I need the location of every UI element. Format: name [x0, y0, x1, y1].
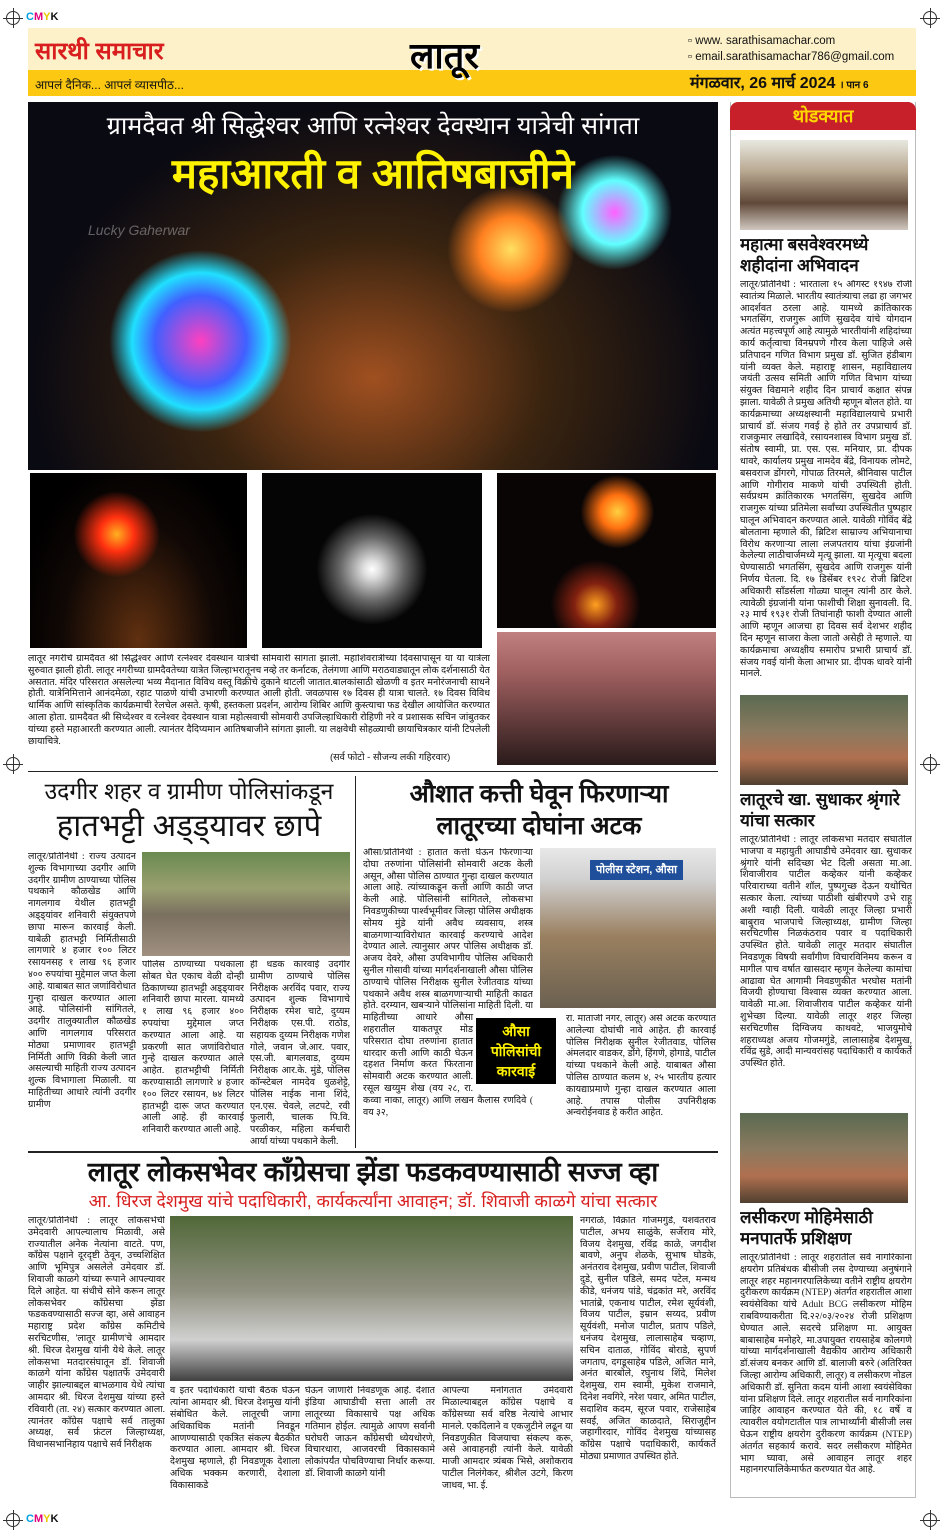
lead-kicker: ग्रामदैवत श्री सिद्धेश्वर आणि रत्नेश्वर देवस्थान यात्रेची सांगता	[106, 112, 640, 140]
fireworks-photo-3	[497, 473, 716, 628]
cmyk-label: CMYK	[26, 11, 59, 23]
maha-aarti-photo	[497, 632, 716, 765]
brief-headline-1: महात्मा बसवेश्वरमध्ये शहीदांना अभिवादन	[740, 235, 869, 275]
ausa-police-station-photo	[540, 848, 716, 1008]
udgir-raid-photo	[142, 852, 350, 956]
udgir-body-col3: ही धडक कारवाई उदगीर ग्रामीण ठाण्याचे पोलिस निरीक्षक अरविंद पवार, राज्य उत्पादन शुल्क विभागाचे निरीक्षक रमेश चाटे, दुय्यम निरीक्षक एस.पी. राठोड, सहायक दुय्यम निरीक्षक गणेश गोले, जवान जे.आर. पवार, एस.जी. बागलवाड, दुय्यम निरीक्षक आर.के. मुंडे, पोलिस कॉन्स्टेबल नामदेव धुळशेट्टे, पोलिस नाईक नाना शिंदे, एन.एस. चेवले, लटपटे, रवी फुलारी, चालक पि.वि. परळीकर, महिला कर्मचारी आर्या यांच्या पथकाने केली.	[250, 960, 350, 1147]
brief-story-2	[740, 690, 912, 1108]
congress-body-col1: लातूर/प्रतिनिधी : लातूर लोकसभेची उमेदवारी आपल्यालाच मिळावी, असे राज्यातील अनेक नेत्यांना वाटते. पण, काँग्रेस पक्षाने दूरदृष्टी ठेवून, उच्चशिक्षित आणि भूमिपुत्र असलेले उमेदवार डॉ. शिवाजी काळगे यांच्या रूपाने आपल्यावर दिले आहेत. या संधीचे सोने करून लातूर लोकसभेवर काँग्रेसचा झेंडा फडकवण्यासाठी सज्ज व्हा, असे आवाहन महाराष्ट्र प्रदेश काँग्रेस कमिटीचे सरचिटणीस, 'लातूर ग्रामीण'चे आमदार श्री. धिरज देशमुख यांनी येथे केले. लातूर लोकसभा मतदारसंघातून डॉ. शिवाजी काळगे यांना काँग्रेस पक्षातर्फे उमेदवारी जाहीर झाल्याबद्दल बाभळगाव येथे त्यांचा आमदार श्री. धिरज देशमुख यांच्या हस्ते रविवारी (ता. २४) सत्कार करण्यात आला. त्यानंतर काँग्रेस पक्षाचे सर्व तालुका अध्यक्ष, सर्व फ्रंटल जिल्हाध्यक्ष, विधानसभानिहाय पक्षाचे सर्व निरीक्षक	[28, 1216, 165, 1451]
brand-logo: सारथी समाचार	[35, 38, 164, 65]
lead-body: लातूर नगरीचे ग्रामदैवत श्री सिद्धेश्वर आणि रत्नेश्वर देवस्थान यात्रेची सोमवारी सांगता झाली. महाशिवरात्रीच्या दिवसापासून या या यात्रेला सुरुवात झाली होती. लातूर नगरीच्या ग्रामदैवतेच्या यात्रेत जिल्हाभरातूनच नव्हे तर कर्नाटक, तेलंगणा आणि मराठवाड्यातून लोक दर्शनासाठी येत असतात. मंदिर परिसरात असलेल्या भव्य मैदानात विविध वस्तू विक्रीचे दुकाने थाटली जातात.बालकांसाठी खेळणी व इतर मनोरंजनाची साधने होती. यात्रेनिमित्ताने आनंदमेळा, रहाट पाळणे यांची उभारणी करण्यात आली होती. जवळपास १७ दिवस ही यात्रा चालते. १७ दिवस विविध धार्मिक आणि सांस्कृतिक कार्यक्रमाची रेलचेल असते. कृषी, हस्तकला प्रदर्शन, आरोग्य शिबिर आणि कुस्त्याचा फड देखील आयोजित करण्यात आला होता. ग्रामदैवत श्री सिध्देश्वर व रत्नेश्वर देवस्थान यात्रा महोत्सवाची सोमवारी उपजिल्हाधिकारी रोहिणी नरे व प्रशासक सचिन जांबुतकर यांच्या हस्ते महाआरती करण्यात आली. त्यानंतर दैदिप्यमान आतिषबाजीने सांगता झाली. या लक्षवेधी सोहळ्याची छायाचित्रकार यांनी टिपलेली छायाचित्रे.	[28, 654, 490, 747]
udgir-body-col2: पोलिस ठाण्याच्या पथकाला सोबत घेत एकाच वेळी दोन्ही ठिकाणच्या हातभट्टी अड्ड्यावर शनिवारी छापा मारला. यामध्ये १ लाख ९६ हजार ४०० रुपयांचा मुद्देमाल जप्त करण्यात आला आहे. या प्रकरणी सात जणांविरोधात गुन्हे दाखल करण्यात आले आहेत. हातभट्टीची निर्मिती करण्यासाठी लागणारे ४ हजार १०० लिटर रसायन, ७४ लिटर हातभट्टी दारू जप्त करण्यात आली आहे. ही कारवाई शनिवारी करण्यात आली आहे.	[142, 960, 244, 1136]
photo-credit: (सर्व फोटो - सौजन्य लकी गहिरवार)	[330, 752, 451, 763]
udgir-kicker: उदगीर शहर व ग्रामीण पोलिसांकडून	[44, 778, 334, 804]
ausa-content	[360, 848, 718, 1148]
brief-headline-3: लसीकरण मोहिमेसाठी मनपातर्फे प्रशिक्षण	[740, 1208, 873, 1248]
brief-body-3: लातूर/प्रतिनिधी : लातूर शहरातील सर्व नागरिकांना क्षयरोग प्रतिबंधक बीसीजी लस देण्याच्या अनुषंगाने लातूर शहर महानगरपालिकेच्या वतीने राष्ट्रीय क्षयरोग दुरीकरण कार्यक्रम (NTEP) अंतर्गत शहरातील आशा स्वयंसेविका यांचे Adult BCG लसीकरण मोहिम राबविण्याकरीता दि.२२/०३/२०२४ रोजी प्रशिक्षण घेण्यात आले. सदरचे प्रशिक्षण मा. आयुक्त बाबासाहेब मनोहरे, मा.उपायुक्त रायसाहेब कोलगणे यांच्या मार्गदर्शनाखाली वैद्यकीय आरोग्य अधिकारी डॉ.संजय बनकर आणि डॉ. बालाजी बरुरे (अतिरिक्त जिल्हा आरोग्य अधिकारी, लातूर) व लसीकरण नोडल अधिकारी डॉ. सुनिता कदम यांनी आशा स्वयंसेविका यांना प्रशिक्षण दिले. लातूर शहरातील सर्व नागरिकांना जाहिर आवाहन करण्यात येते की, १८ वर्षे व त्यावरील वयोगटातील पात्र लाभार्थ्यांनी बीसीजी लस घेऊन राष्ट्रीय क्षयरोग दुरीकरण कार्यक्रम (NTEP) अंतर्गत सहकार्य करावे. सदर लसीकरण मोहिमेत भाग घ्यावा, असे आवाहन लातूर शहर महानगरपालिकेमार्फत करण्यात येत आहे.	[740, 1253, 912, 1476]
cmyk-label: CMYK	[26, 1513, 59, 1525]
brief-body-1: लातूर/प्रतिनिधी : भारताला १५ ऑगस्ट १९४७ रोजी स्वातंत्र्य मिळाले. भारतीय स्वातंत्र्याचा लढा हा जगभर आदर्शवत ठरला आहे. यामध्ये क्रांतिकारक भगतसिंग, राजगुरू आणि सुखदेव यांचे योगदान अत्यंत महत्त्वपूर्ण आहे त्यामुळे भारतीयांनी शहिदांच्या कार्य कर्तृत्वाचा विनम्रपणे गौरव केला पाहिजे असे प्रतिपादन गणित विभाग प्रमुख डॉ. सुजित हंडीबाग यांनी व्यक्त केले. महाराष्ट्र शासन, महाविद्यालय जयंती उत्सव समिती आणि गणित विभाग यांच्या संयुक्त विद्यमाने शहीद दिन प्राचार्य कक्षात संपन्न झाला. यावेळी ते प्रमुख अतिथी म्हणून बोलत होते. या कार्यक्रमाच्या अध्यक्षस्थानी महाविद्यालयाचे प्रभारी प्राचार्य डॉ. संजय गवई हे होते तर उपप्राचार्य डॉ. राजकुमार लखादिवे, रसायनशास्त्र विभाग प्रमुख डॉ. संतोष स्वामी, प्रा. एस. एस. मनियार, प्रा. दीपक धावरे, कार्यालय प्रमुख नामदेव बेंद्रे, विनायक लोमटे, बसवराज डोंगरगे, गोपाळ तिरमले, श्रीनिवास पाटील आणि गोगीराव माकणे यांची उपस्थिती होती. सर्वप्रथम क्रांतिकारक भगतसिंग, सुखदेव आणि राजगुरू यांच्या प्रतिमेला सर्वांच्या उपस्थितीत पुष्पहार घालून अभिवादन करण्यात आले. यावेळी गोविंद बेंद्रे बोलताना म्हणाले की, ब्रिटिश साम्राज्य अभियानाचा विरोध करणाऱ्या लाला लजपतराय यांचा इंग्रजांनी केलेल्या लाठीचार्जमध्ये मृत्यू झाला. या मृत्यूचा बदला घेण्यासाठी भगतसिंग, सुखदेव आणि राजगुरू यांनी निर्णय घेतला. दि. १७ डिसेंबर १९२८ रोजी ब्रिटिश अधिकारी सॉंडर्सला गोळ्या घालून त्यांनी ठार केले. त्यावेळी इंग्रजांनी यांना फाशीची शिक्षा सुनावली. दि. २३ मार्च १९३१ रोजी तिघांनाही फाशी देण्यात आली आणि म्हणून आजचा हा दिवस सर्व देशभर शहीद दिन म्हणून साजरा केला जातो असेही ते म्हणाले. या कार्यक्रमाचा अध्यक्षीय समारोप प्रभारी प्राचार्य डॉ. संजय गवई यांनी केला आभार प्रा. दीपक धावरे यांनी मानले.	[740, 280, 912, 680]
registration-mark	[6, 757, 20, 771]
divider	[28, 1151, 718, 1153]
udgir-story	[28, 776, 350, 1148]
congress-headline: लातूर लोकसभेवर काँग्रेसचा झेंडा फडकवण्यासाठी सज्ज व्हा	[87, 1157, 659, 1187]
brief-headline-2: लातूरचे खा. सुधाकर श्रृंगारे यांचा सत्कार	[740, 790, 900, 830]
lead-headline: महाआरती व आतिषबाजीने	[171, 150, 575, 197]
registration-mark	[923, 1513, 937, 1527]
brief-body-2: लातूर/प्रतिनिधी : लातूर लोकसभा मतदार संघातील भाजपा व महायुती आघाडीचे उमेदवार खा. सुधाकर श्रृंगारे यांनी सदिच्छा भेट दिली असता मा.आ. शिवाजीराव पाटील कव्हेकर यांनी कव्हेकर परिवाराच्या वतीने शॉल, पुष्पगुच्छ देऊन यथोचित सत्कार केला. त्यांच्या पाठीशी खंबीरपणे उभे राहू अशी ग्वाही दिली. यावेळी लातूर जिल्हा प्रभारी बाबुराव भाजपाचे जिल्हाध्यक्ष, ग्रामीण जिल्हा सरचिटणीस निळकंठराव पवार व पदाधिकारी उपस्थित होते. यावेळी लातूर मतदार संघातील निवडणूक विषयी सर्वांगीण विचारविनिमय करून व मागील पाच वर्षात खासदार म्हणून केलेल्या कामांचा आढावा घेत आगामी निवडणुकीत भरघोस मतांनी विजयी होण्याचा विश्वास व्यक्त करण्यात आला. यावेळी मा.आ. शिवाजीराव पाटील कव्हेकर यांनी शुभेच्छा दिल्या. यावेळी लातूर शहर जिल्हा सरचिटणीस दिग्विजय काथवटे, भाजयुमोचे शहराध्यक्ष अजय गोजमगुंडे, लालासाहेब देशमुख, रविंद्र सुडे, आदी मान्यवरांसह पदाधिकारी व कार्यकर्ते उपस्थित होते.	[740, 835, 912, 1070]
issue-date: मंगळवार, 26 मार्च 2024 । पान 6	[690, 75, 869, 92]
contact-info: ▫ www. sarathisamachar.com ▫ email.sarathisamachar786@gmail.com	[688, 35, 895, 63]
ausa-headline-line2: लातूरच्या दोघांना अटक	[436, 812, 642, 840]
ausa-headline-line1: औशात कत्ती घेवून फिरणाऱ्या	[409, 780, 669, 808]
edition-city: लातूर	[410, 35, 479, 76]
divider	[355, 776, 356, 1148]
lead-photo-fair-night	[28, 102, 718, 470]
website-link[interactable]: www. sarathisamachar.com	[695, 35, 836, 47]
udgir-content	[28, 852, 350, 1148]
fireworks-photo-2	[262, 473, 482, 648]
congress-meeting-photo	[170, 1216, 573, 1381]
page-number: । पान 6	[839, 80, 869, 91]
congress-body-col5: नगराळे, विक्रांत गोजमगुंडे, यशवंतराव पाटील, अभय साळुंके, सर्जेराव मोरे, विजय देशमुख, रविंद्र काळे, जगदीश बावणे, अनुप शेळके, सुभाष घोडके, अनंतराव देशमुख, प्रवीण पाटील, शिवाजी दुडे, सुनील पडिले, समद पटेल, मन्मथ कीडे, धनंजय पांडे, चंद्रकांत मरे, अरविंद भातांब्रे, एकनाथ पाटील, रमेश सूर्यवंशी, विजय पाटील, इम्रान सय्यद, प्रवीण सूर्यवंशी, मनोज पाटील, प्रताप पडिले, धनंजय देशमुख, लालासाहेब चव्हाण, सचिन दाताळ, गोविंद बोराडे, सुपर्ण जगताप, दगडूसाहेब पडिले, अजित माने, अनंत बारबोले, रघुनाथ शिंदे, मिलेश देशमुख, राम स्वामी, मुकेश राजमाने, दिनेश नवगिरे, नरेश पवार, अमित पाटील, सदाशिव कदम, सूरज पवार, राजेसाहेब सवई, अजित काळदाते, सिराजुद्दीन जहागीरदार, गोविंद देशमुख यांच्यासह काँग्रेस पक्षाचे पदाधिकारी, कार्यकर्ते मोठ्या प्रमाणात उपस्थित होते.	[580, 1216, 716, 1462]
ausa-callout-box: औसा पोलिसांची कारवाई	[476, 1018, 556, 1084]
congress-body-col3: घेऊन जाणारी निवडणूक आहे. देशात इंडिया आघाडीची सत्ता आली तर लातूरच्या विकासाचे पक्ष अधिक गतिमान होईल. त्यामुळे आपण सर्वानी घरोघरी जाऊन काँग्रेसची ध्येयधोरणे, विचारधारा, आजवरची विकासकामे लोकांपर्यंत पोचविण्याचा निर्धार करूया. डॉ. शिवाजी काळगे यांनी	[305, 1386, 435, 1479]
ausa-body-col1	[363, 848, 533, 1148]
brief-photo-3	[740, 1113, 908, 1203]
congress-subhead: आ. धिरज देशमुख यांचे पदाधिकारी, कार्यकर्त्यांना आवाहन; डॉ. शिवाजी काळगे यांचा सत्कार	[88, 1191, 658, 1211]
udgir-headline: हातभट्टी अड्ड्यावर छापे	[56, 808, 322, 843]
divider	[28, 771, 718, 772]
congress-content	[28, 1216, 718, 1500]
congress-body-col4: आपल्या मनोगतात उमेदवारी मिळाल्याबद्दल काँग्रेस पक्षाचे व काँग्रेसच्या सर्व वरिष्ठ नेत्यांचे आभार मानले. एकदिलाने व एकजुटीने लढून या निवडणुकीत विजयाचा संकल्प करू, असे आवाहनही त्यांनी केले. यावेळी माजी आमदार त्र्यंबक भिसे, अशोकराव पाटील निलंगेकर, श्रीशैल उटगे, किरण जाधव, भा. ई.	[442, 1386, 573, 1491]
fireworks-photo-1	[30, 473, 247, 648]
congress-story	[28, 1155, 718, 1500]
registration-mark	[923, 11, 937, 25]
ausa-story	[360, 778, 718, 1148]
brief-story-1	[740, 140, 912, 690]
congress-body-col2: व इतर पदाधिकारी यांची बैठक घेऊन त्यांना आमदार श्री. धिरज देशमुख यांनी संबोधित केले. लातूरची जागा अधिकाधिक मतांनी निवडून आणण्यासाठी एकत्रित संकल्प बैठकीत करण्यात आला. आमदार श्री. धिरज देशमुख म्हणाले, ही निवडणूक देशाला अधिक भक्कम करणारी, देशाला विकासाकडे	[170, 1386, 300, 1491]
ausa-body-col2: रा. माताजी नगर, लातूर) असे अटक करण्यात आलेल्या दोघांची नावे आहेत. ही कारवाई पोलिस निरीक्षक सुनील रेजीतवाड, पोलिस अंमलदार वाडकर, डोंगे, हिंगणे, होगाडे, पाटील यांच्या पथकाने केली आहे. याबाबत औसा पोलिस ठाण्यात कलम ४, २५ भारतीय हत्यार कायद्याप्रमाणे गुन्हा दाखल करण्यात आला आहे. तपास पोलीस उपनिरीक्षक अन्वरोईनवाड हे करीत आहेत.	[566, 1014, 716, 1119]
police-station-sign: पोलीस स्टेशन, औसा	[590, 860, 683, 880]
brief-photo-1	[740, 140, 908, 230]
photo-watermark: Lucky Gaherwar	[88, 222, 190, 238]
brief-story-3	[740, 1108, 912, 1492]
tagline: आपलं दैनिक... आपलं व्यासपीठ...	[35, 78, 184, 92]
registration-mark	[923, 757, 937, 771]
registration-mark	[6, 11, 20, 25]
email-link[interactable]: email.sarathisamachar786@gmail.com	[695, 51, 895, 63]
registration-mark	[6, 1513, 20, 1527]
udgir-body-col1: लातूर/प्रतिनिधी : राज्य उत्पादन शुल्क विभागाच्या उदगीर आणि उदगीर ग्रामीण ठाण्याच्या पोलिस पथकाने कौळखेड आणि नागलगाव येथील हातभट्टी अड्ड्यांवर शनिवारी संयुक्तपणे छापा मारून कारवाई केली. याबेळी हातभट्टी निर्मितीसाठी लागणारे ४ हजार १०० लिटर रसायनसह १ लाख ९६ हजार ४०० रुपयांचा मुद्देमाल जप्त केला आहे. याबाबत सात जणांविरोधात गुन्हा दाखल करण्यात आला आहे. पोलिसांनी सांगितले, उदगीर तालुक्यातील कौळखेड आणि नागलगाव परिसरात मोठ्या प्रमाणावर हातभट्टी निर्मिती आणि विक्री केली जात असल्याची माहिती राज्य उत्पादन शुल्क विभागाला मिळाली. या माहितीच्या आधारे त्यांनी उदगीर ग्रामीण	[28, 852, 136, 1110]
brief-photo-2	[740, 695, 908, 785]
sidebar-title: थोडक्यात	[730, 102, 916, 130]
ausa-body-col1-text: औसा/प्रतिनिधी : हातात कत्ती घेऊन फिरणाऱ्या दोघा तरुणांना पोलिसांनी सोमवारी अटक केली असून, औसा पोलिस ठाण्यात गुन्हा दाखल करण्यात आला आहे. त्यांच्याकडून कत्ती आणि काठी जप्त केली आहे. पोलिसांनी सांगितले, लोकसभा निवडणुकीच्या पार्श्वभूमीवर जिल्हा पोलिस अधीक्षक सोमय मुंडे यांनी अवैध व्यवसाय, शस्त्र बाळगणाऱ्याविरोधात कारवाई करण्याचे आदेश देण्यात आले. त्यानुसार अपर पोलिस अधीक्षक डॉ. अजय देवरे, औसा उपविभागीय पोलिस अधिकारी सुनील गोसावी यांच्या मार्गदर्शनाखाली औसा पोलिस ठाण्याचे पोलिस निरीक्षक सुनील रेजीतवाड यांच्या पथकाने अवैध शस्त्र बाळगणाऱ्याची माहिती काढत होते. दरम्यान, खबऱ्याने पोलिसांना माहिती दिली. या माहितीच्या आधारे औसा शहरातील याकतपूर मोड परिसरात दोघा तरुणांना हातात धारदार कत्ती आणि काठी घेऊन दहशत निर्माण करत फिरताना सोमवारी अटक करण्यात आली. रसूल खय्युम शेख (वय २८, रा. कव्वा नाका, लातूर) आणि लखन कैलास रणदिवे ( वय ३२,	[363, 848, 533, 1118]
sidebar-stories	[740, 140, 912, 1492]
